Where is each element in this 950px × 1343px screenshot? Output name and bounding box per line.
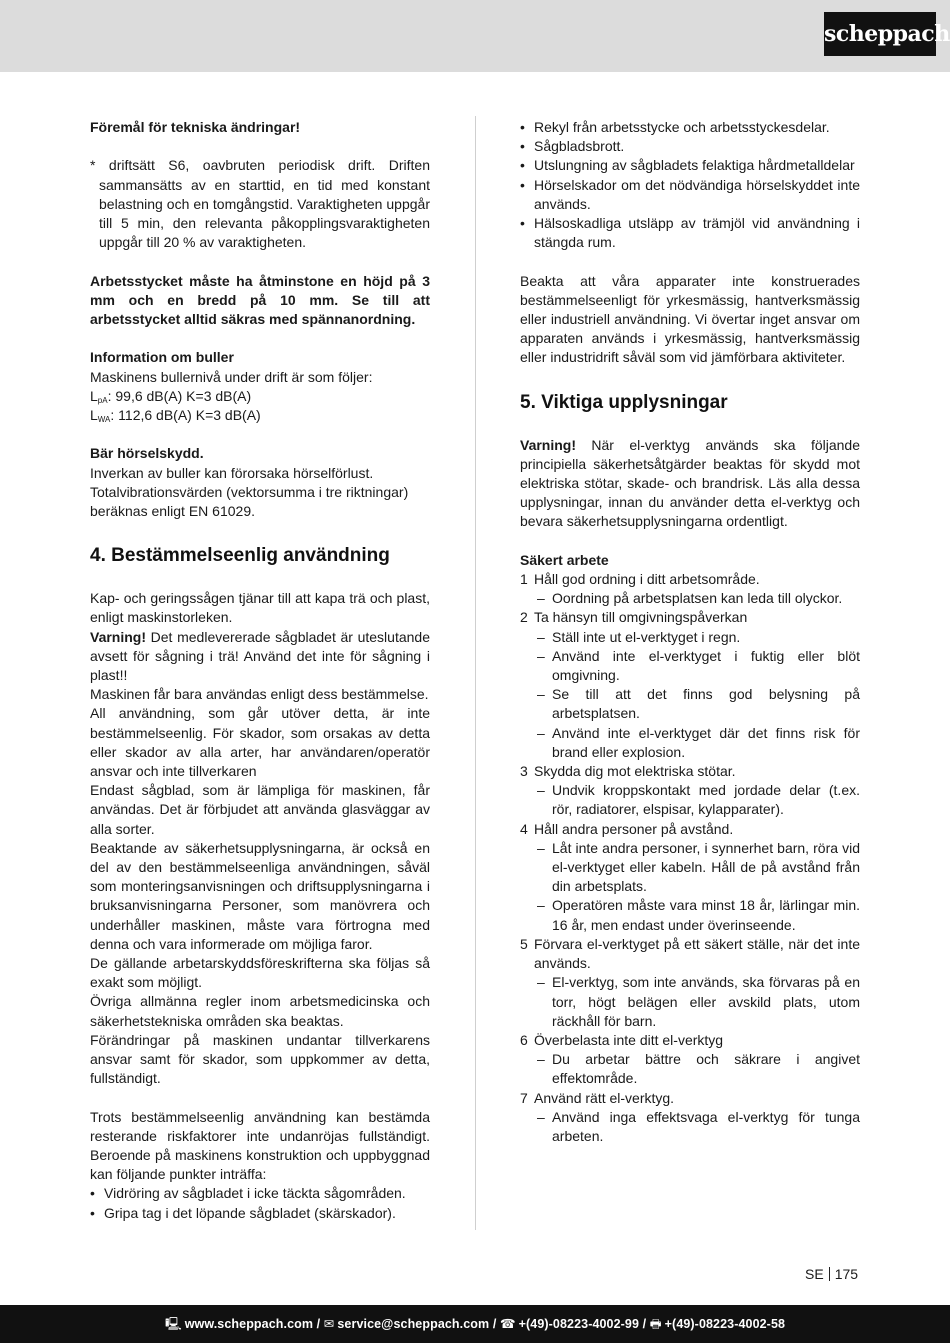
page-number-value: 175 (834, 1266, 859, 1282)
list-item: • Vidröring av sågbladet i icke täckta sågområden. (90, 1185, 406, 1202)
list-item: – Se till att det finns god belysning på arbetsplatsen. (537, 686, 860, 722)
suitable-blades-text: Endast sågblad, som är lämpliga för maskinen, får användas. Det är förbjudet att använda glasväggar av alla sorter. (90, 782, 430, 837)
lwa-measure: : 112,6 dB(A) K=3 dB(A) (110, 407, 261, 423)
only-intended-use: Maskinen får bara användas enligt dess bestämmelse. (90, 686, 429, 703)
footer-phone: +(49)-08223-4002-99 (518, 1317, 640, 1331)
list-item: – Använd inga effektsvaga el-verktyg för tunga arbeten. (537, 1108, 860, 1144)
lpa-value (90, 387, 430, 406)
hearing-text: Inverkan av buller kan förorsaka hörselförlust. (90, 464, 374, 481)
list-item: • Utslungning av sågbladets felaktiga hårdmetalldelar (520, 157, 855, 174)
list-item: – Använd inte el-verktyget i fuktig eller blöt omgivning. (537, 647, 860, 684)
list-item: 6 Överbelasta inte ditt el-verktyg (520, 1031, 724, 1048)
list-item: 5 Förvara el-verktyget på ett säkert ställe, när det inte används. (520, 935, 860, 972)
accident-rules-text: De gällande arbetarskyddsföreskrifterna ska följas så exakt som möjligt. (90, 955, 430, 991)
list-item: • Hälsoskadliga utsläpp av trämjöl vid användning i stängda rum. (520, 215, 860, 251)
power-tool-warning (520, 436, 860, 532)
section-4-title: 4. Bestämmelseenlig användning (90, 545, 390, 567)
lpa-measure: : 99,6 dB(A) K=3 dB(A) (107, 387, 252, 404)
safe-work-heading: Säkert arbete (520, 551, 609, 568)
page-language: SE (805, 1266, 824, 1282)
page-separator (829, 1267, 830, 1281)
page-number (805, 1265, 858, 1284)
general-rules-text: Övriga allmänna regler inom arbetsmedicinska och säkerhetstekniska områden ska beaktas. (90, 993, 430, 1029)
list-item: • Sågbladsbrott. (520, 138, 625, 155)
list-item: 1 Håll god ordning i ditt arbetsområde. (520, 571, 760, 588)
list-item: – El-verktyg, som inte används, ska förvaras på en torr, högt belägen eller avskild plats, utom räckhåll för barn. (537, 974, 860, 1029)
list-item: – Du arbetar bättre och säkrare i angivet effektområde. (537, 1051, 860, 1087)
tech-changes-notice: Föremål för tekniska ändringar! (90, 119, 301, 135)
footer-email[interactable]: service@scheppach.com (337, 1317, 490, 1331)
s6-operation-note: * driftsätt S6, oavbruten periodisk drift. Driften sammansätts av en starttid, en tid med konstant belastning och en tomgångstid. Varaktigheten uppgår till 5 min, den relevanta påkopplingsvaraktigheten uppgår till 20 % av varaktigheten. (90, 157, 430, 251)
saw-blade-warning (90, 628, 430, 686)
list-item: – Låt inte andra personer, i synnerhet barn, röra vid el-verktyget eller kabeln. Håll de på avstånd från din arbetsplats. (537, 839, 860, 895)
list-item: – Använd inte el-verktyget där det finns risk för brand eller explosion. (537, 724, 860, 760)
scheppach-logo: scheppach (824, 12, 936, 56)
phone-icon: ☎ (499, 1317, 516, 1331)
list-item: – Oordning på arbetsplatsen kan leda till olyckor. (537, 590, 843, 607)
list-item: – Undvik kroppskontakt med jordade delar (t.ex. rör, radiatorer, elspisar, kylapparater). (537, 782, 860, 818)
noise-intro: Maskinens bullernivå under drift är som följer: (90, 368, 373, 385)
warning-text: Det medlevererade sågbladet är uteslutande avsett för sågning i trä! Använd det inte för sågning i plast!! (90, 628, 430, 684)
list-item: • Rekyl från arbetsstycke och arbetsstyckesdelar. (520, 119, 830, 135)
hearing-protection-heading: Bär hörselskydd. (90, 445, 204, 462)
list-item: • Gripa tag i det löpande sågbladet (skärskador). (90, 1204, 396, 1221)
lwa-subscript: WA (97, 415, 111, 424)
residual-risks-intro: Trots bestämmelseenlig användning kan bestämda resterande riskfaktorer inte undanröjas fullständigt. Beroende på maskinens konstruktion och uppbyggnad kan följande punkter inträffa: (90, 1108, 430, 1183)
professional-use-note: Beakta att våra apparater inte konstruerades bestämmelseenligt för yrkesmässig, hantverksmässig eller industriell användning. Vi övertar inget ansvar om apparaten används i yrkesmässig, hantverksmässig eller industridrift såväl som vid jämförbara aktiviteter. (520, 272, 860, 366)
fax-icon: 🖶 (649, 1317, 662, 1331)
footer-website[interactable]: www.scheppach.com (184, 1317, 314, 1331)
lpa-symbol: L (90, 387, 98, 404)
warning-text: När el-verktyg används ska följande principiella säkerhetsåtgärder beaktas för skydd mot elektriska stötar, skade- och brandrisk. Läs alla dessa upplysningar, innan du använder detta el-verktyg och bevara säkerhetsupplysningarna ordentligt. (520, 436, 860, 530)
computer-icon: 🖳 (164, 1317, 182, 1331)
list-item: 4 Håll andra personer på avstånd. (520, 820, 734, 837)
footer-fax: +(49)-08223-4002-58 (664, 1317, 786, 1331)
list-item: – Operatören måste vara minst 18 år, lärlingar min. 16 år, men endast under överinseende. (537, 897, 860, 933)
warning-label: Varning! (90, 628, 147, 645)
column-divider (475, 116, 476, 1230)
workpiece-requirement: Arbetsstycket måste ha åtminstone en höjd på 3 mm och en bredd på 10 mm. Se till att arbetsstycket alltid säkras med spännanordning. (90, 272, 430, 327)
envelope-icon: ✉ (323, 1317, 335, 1331)
other-use-liability: All användning, som går utöver detta, är inte bestämmelseenlig. För skador, som orsakas av detta eller skador av alla arter, har användaren/operatör ansvar och inte tillverkaren (90, 705, 430, 780)
list-item: 7 Använd rätt el-verktyg. (520, 1089, 675, 1106)
vibration-text: Totalvibrationsvärden (vektorsumma i tre riktningar) beräknas enligt EN 61029. (90, 483, 409, 519)
modifications-text: Förändringar på maskinen undantar tillverkarens ansvar samt för skador, som uppkommer av detta, fullständigt. (90, 1031, 430, 1087)
warning-label: Varning! (520, 436, 577, 453)
list-item: – Ställ inte ut el-verktyget i regn. (537, 628, 741, 645)
intended-use-text: Kap- och geringssågen tjänar till att kapa trä och plast, enligt maskinstorleken. (90, 590, 430, 626)
section-5-title: 5. Viktiga upplysningar (520, 391, 728, 413)
safety-instructions-text: Beaktande av säkerhetsupplysningarna, är också en del av den bestämmelseenliga användningen, såväl som monteringsanvisningen och driftsupplysningarna i bruksanvisningarna Personer, som manövrera och underhåller maskinen, måste vara förtrogna med denna och vara informerade om möjliga faror. (90, 839, 430, 952)
list-item: • Hörselskador om det nödvändiga hörselskyddet inte används. (520, 176, 860, 212)
list-item: 3 Skydda dig mot elektriska stötar. (520, 763, 736, 780)
lpa-subscript: pA (97, 395, 108, 405)
right-column (520, 118, 860, 1146)
footer-bar: 🖳 www.scheppach.com / ✉ service@scheppach.com / ☎ +(49)-08223-4002-99 / 🖶 +(49)-08223-4002-58 (0, 1305, 950, 1343)
lwa-symbol: L (90, 407, 98, 423)
noise-heading: Information om buller (90, 349, 234, 366)
lwa-value (90, 406, 430, 425)
left-column (90, 118, 430, 1223)
list-item: 2 Ta hänsyn till omgivningspåverkan (520, 609, 748, 626)
header-bar (0, 0, 950, 72)
